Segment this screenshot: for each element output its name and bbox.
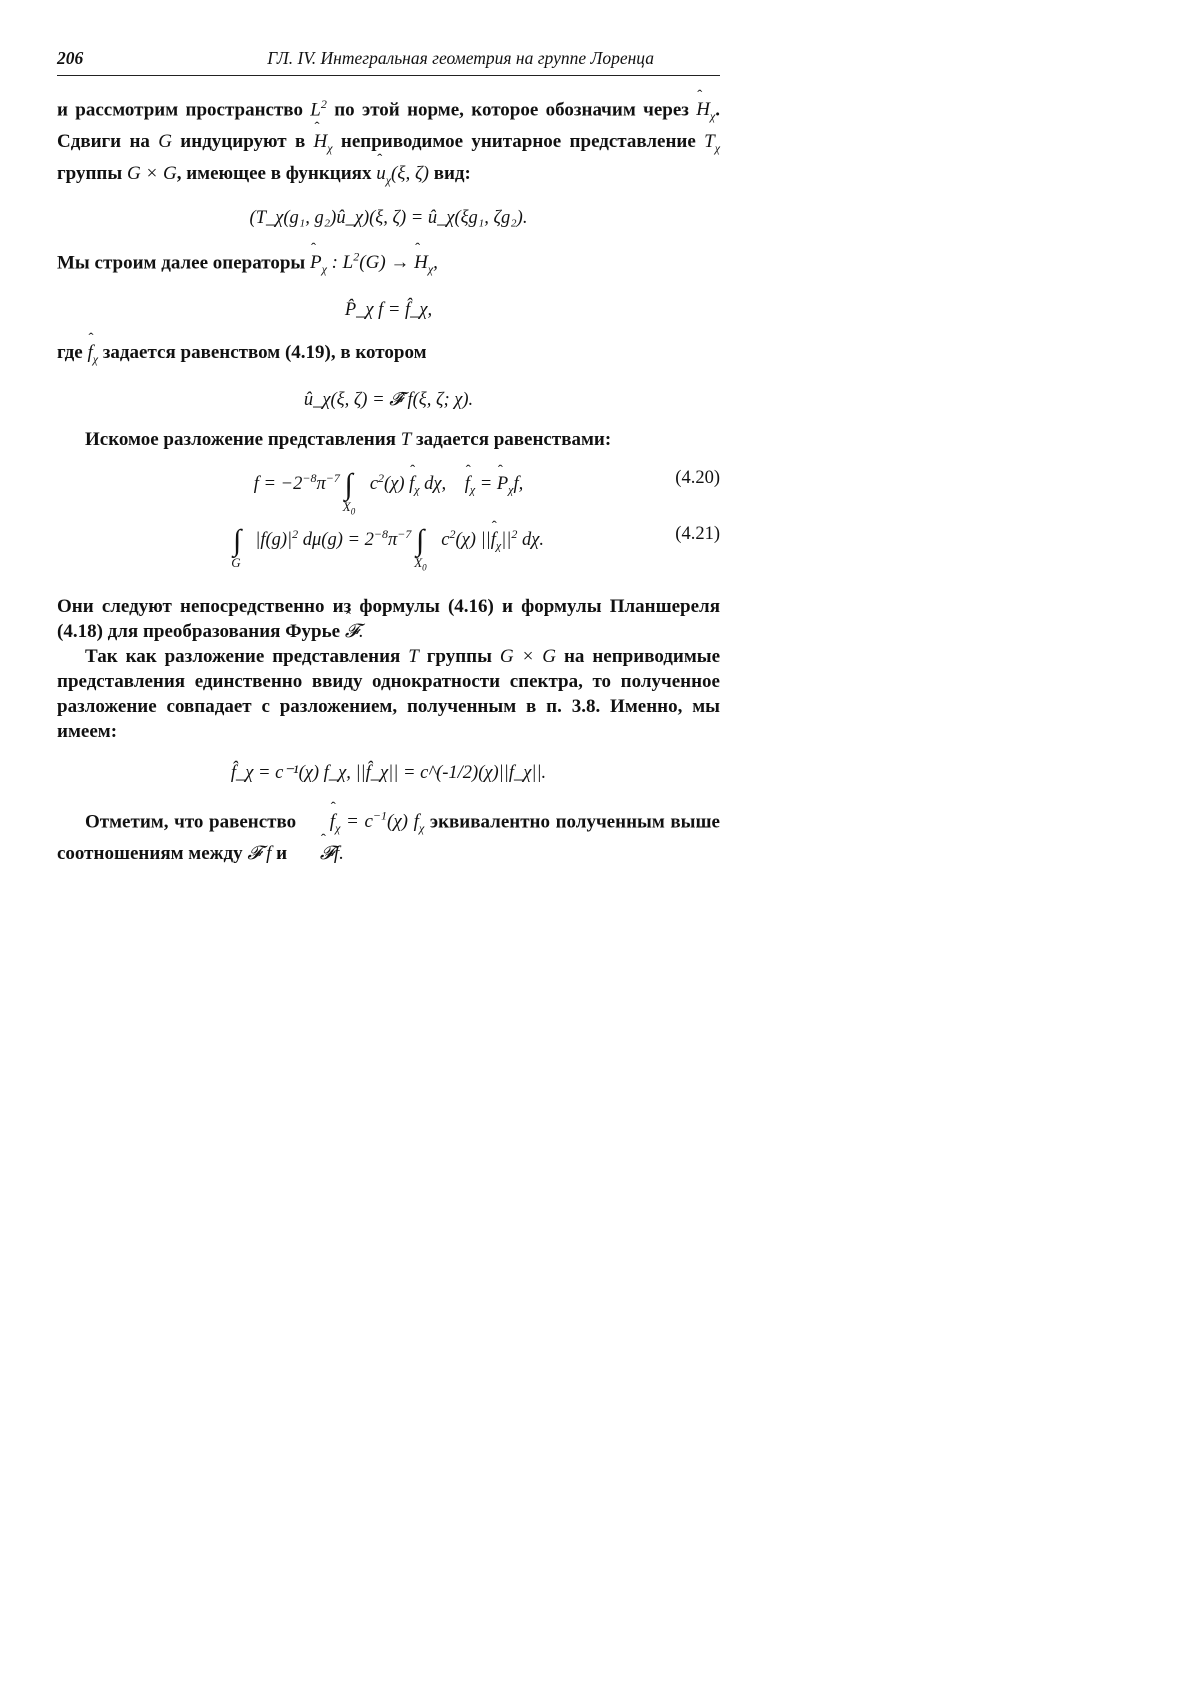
text-span: эквивалентно полученным выше соотношениям между (57, 810, 720, 864)
paragraph-1: и рассмотрим пространство $L^2$ по этой норме, которое обозначим через ˆ $H_\chi$. Сдвиги на G индуцируют в ˆ $H_\chi$ неприводимое унитарное представление $T_\chi$ группы G × G, имеющее в функциях ˆ $u_\chi(\xi$, ζ) вид: (57, 92, 720, 193)
paragraph-4: Искомое разложение представления T задается равенствами: (85, 428, 612, 450)
text-span: Они следуют непосредственно из формулы (4.16) и формулы Планшереля (4.18) для преобразования Фурье (57, 595, 720, 642)
text-span: и (276, 842, 288, 864)
text-span: Так как разложение представления (85, 645, 401, 667)
text-span: на неприводимые представления единственно ввиду однократности спектра, то полученное разложение совпадает с разложением, полученным в п. 3.8. Именно, мы имеем: (57, 645, 721, 742)
page-number: 206 (57, 48, 84, 68)
formula-norm: f̂_χ = c⁻¹(χ) f_χ, ||f̂_χ|| = c^(-1/2)(χ)||f_χ||. (230, 762, 547, 783)
text-span: индуцируют в (180, 131, 306, 153)
paragraph-5: Они следуют непосредственно из формулы (4.16) и формулы Планшереля (4.18) для преобразования Фурье ˆ 𝓕. (57, 594, 720, 644)
formula-operator: P̂_χ f = f̂_χ, (344, 299, 433, 320)
text-span: где (57, 341, 83, 363)
formula-action: (T_χ(g₁, g₂)û_χ)(ξ, ζ) = û_χ(ξg₁, ζg₂). (249, 207, 528, 228)
text-span: задается равенствами: (416, 428, 612, 450)
text-span: неприводимое унитарное представление (340, 131, 696, 153)
running-head (57, 46, 720, 76)
equation-number-4-21: (4.21) (675, 523, 720, 544)
formula-u: û_χ(ξ, ζ) = 𝓕̂ f(ξ, ζ; χ). (303, 389, 474, 410)
page-body (57, 46, 720, 866)
text-span: Отметим, что равенство (85, 810, 297, 832)
paragraph-3: где ˆ $f_\chi$ задается равенством (4.19), в котором (57, 340, 720, 372)
text-span: . Сдвиги на (57, 99, 721, 153)
running-title: ГЛ. IV. Интегральная геометрия на группе Лоренца (267, 48, 654, 68)
text-span: вид: (433, 162, 471, 184)
paragraph-6: Так как разложение представления T группы G × G на неприводимые представления единственно ввиду однократности спектра, то полученное разложение совпадает с разложением, полученным в п. 3.8. Именно, мы имеем: (57, 645, 721, 742)
text-span: по этой норме, которое обозначим через (334, 99, 689, 121)
text-span: группы (426, 645, 492, 667)
paragraph-7: Отметим, что равенство ˆ $f_\chi = c^{-1}(\chi)$ $f_\chi$ эквивалентно полученным выше соотношениям между 𝓕 f и ˆ 𝓕f. (57, 804, 720, 866)
text-span: Искомое разложение представления (85, 428, 396, 450)
formula-4-20: $f = -2^{-8}\pi^{-7}$ $\int_{X_0}$ $c^2(\chi)$ ˆ $f_\chi$ dχ, ˆ $f_\chi$ = ˆ $P_\chi f$, (4.20) (57, 466, 720, 514)
formula-4-21: $\int_G$ $|f(g)|^2$ $d\mu(g) = 2^{-8}\pi^{-7}$ $\int_{X_0}$ $c^2(\chi)$ ||ˆ $f_\chi||^2$ dχ. (4.21) (57, 522, 720, 572)
text-span: , имеющее в функциях (176, 162, 372, 184)
text-span: группы (57, 162, 123, 184)
text-span: Мы строим далее операторы (57, 252, 306, 274)
text-span: задается равенством (4.19), в котором (102, 341, 427, 363)
text-span: и рассмотрим пространство (57, 99, 303, 121)
paragraph-2: Мы строим далее операторы ˆ $P_\chi$ : $L^2(G)$ → ˆ $H_\chi$, (57, 245, 720, 282)
equation-number-4-20: (4.20) (675, 467, 720, 488)
